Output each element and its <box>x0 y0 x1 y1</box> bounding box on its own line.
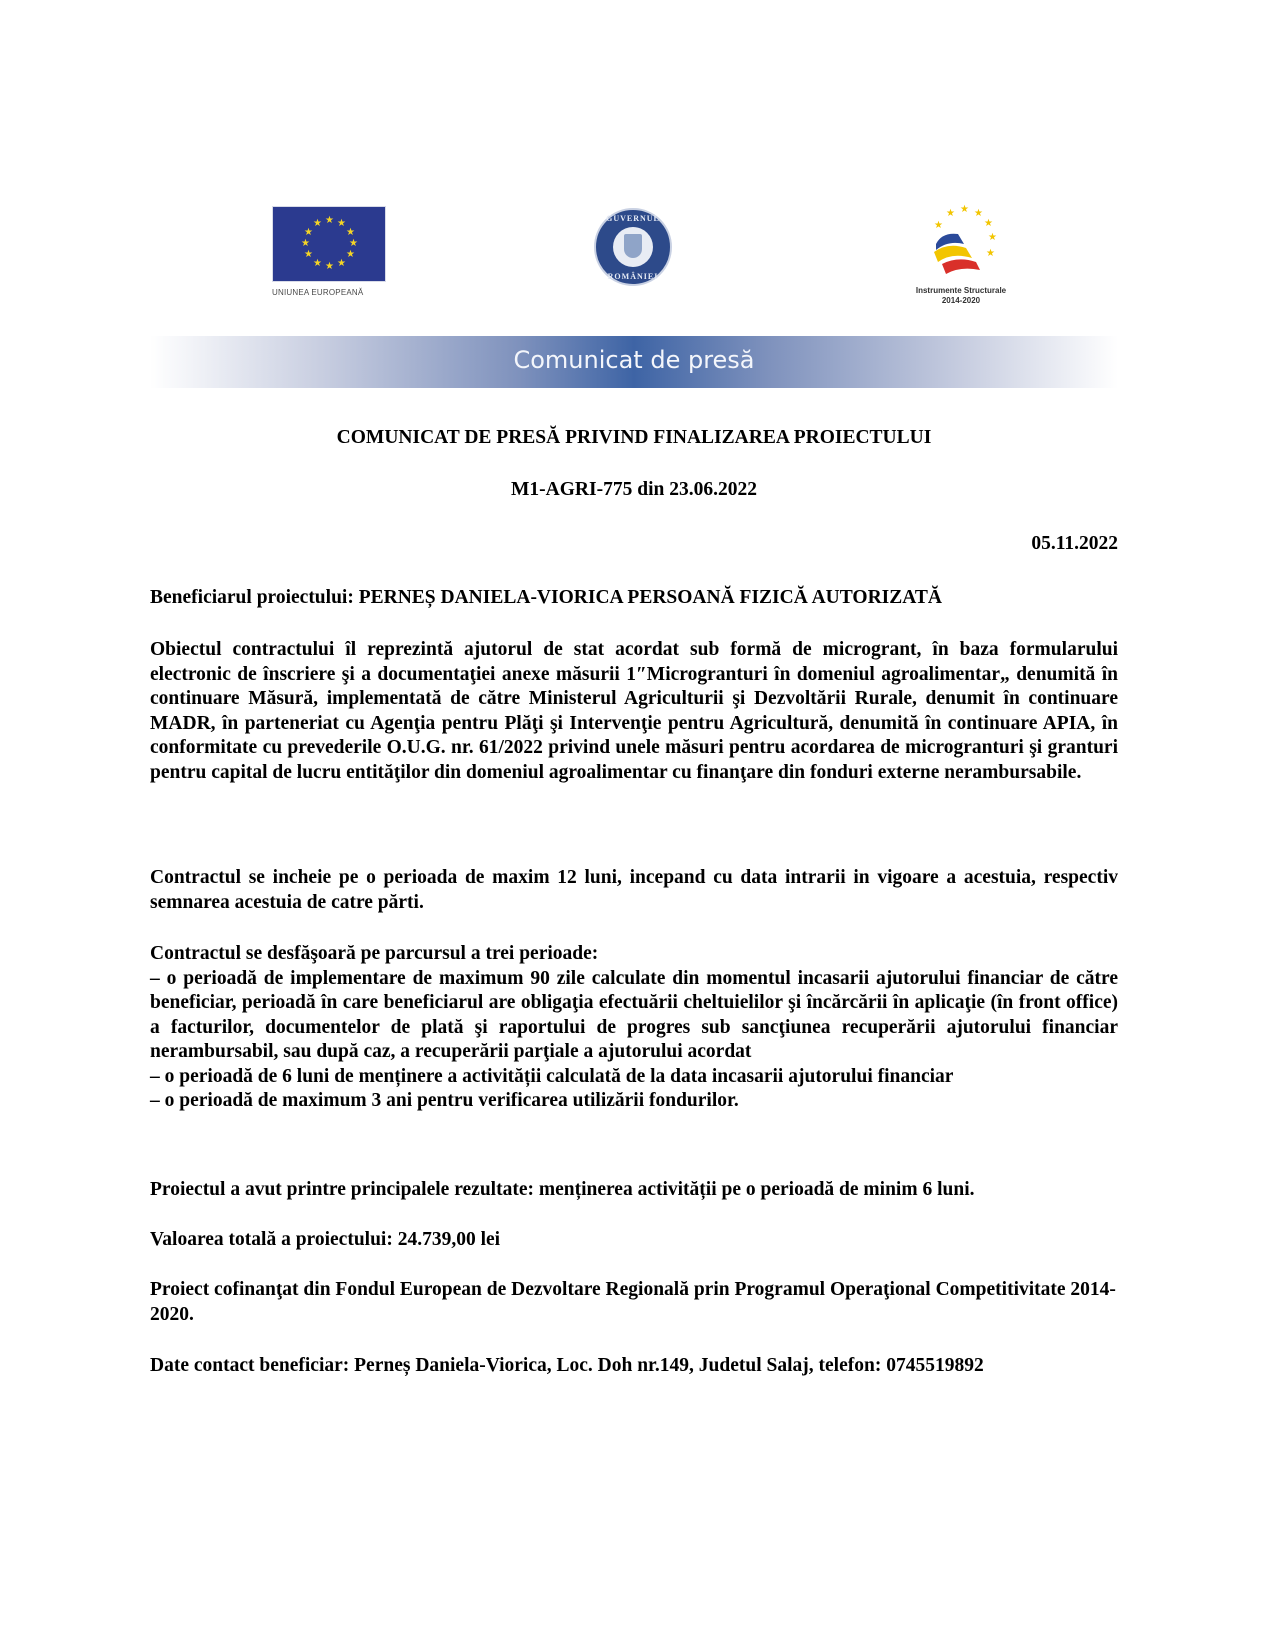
svg-text:★: ★ <box>934 220 943 231</box>
banner-title: Comunicat de presă <box>513 346 755 374</box>
is-caption-line1: Instrumente Structurale <box>915 286 1007 295</box>
duration-paragraph: Contractul se incheie pe o perioada de maxim 12 luni, incepand cu data intrarii in vigoare a acestuia, respectiv semnarea acestuia de catre părti. <box>150 867 1118 913</box>
is-caption-line2: 2014-2020 <box>941 296 981 305</box>
svg-text:★: ★ <box>946 208 955 219</box>
gov-seal-top-text: GUVERNUL <box>606 214 660 223</box>
period-item: – o perioadă de implementare de maximum 90 zile calculate din momentul incasarii ajutorului financiar de către beneficiar, perioadă în care beneficiarul are obligaţia efectuării cheltuielilor şi încărcării în aplicaţie (în front office) a facturilor, documentelor de plată şi raportului de progres sub sancţiunea recuperării ajutorului financiar nerambursabil, sau după caz, a recuperării parţiale a ajutorului acordat <box>150 967 1118 1062</box>
document-title-line1: COMUNICAT DE PRESĂ PRIVIND FINALIZAREA PROIECTULUI <box>336 427 932 448</box>
logo-row <box>0 200 1275 310</box>
total-value-line: Valoarea totală a proiectului: 24.739,00 lei <box>150 1229 501 1250</box>
structural-instruments-logo-icon <box>924 204 1000 280</box>
eu-caption: UNIUNEA EUROPEANĂ <box>272 288 364 297</box>
svg-text:★: ★ <box>974 208 983 219</box>
objective-paragraph: Obiectul contractului îl reprezintă ajutorul de stat acordat sub formă de microgrant, în baza formularului electronic de înscriere şi a documentaţiei anexe măsurii 1″Microgranturi în domeniul agroalimentar„ denumită în continuare Măsură, implementată de către Ministerul Agriculturii şi Dezvoltării Rurale, denumit în continuare MADR, în parteneriat cu Agenţia pentru Plăţi şi Intervenţie pentru Agricultură, denumită în continuare APIA, în conformitate cu prevederile O.U.G. nr. 61/2022 privind unele măsuri pentru acordarea de microgranturi şi granturi pentru capital de lucru entităţilor din domeniul agroalimentar cu finanţare din fonduri externe nerambursabile. <box>150 639 1118 783</box>
eagle-shield-icon <box>624 234 642 258</box>
structural-instruments-caption <box>896 286 1026 306</box>
periods-intro: Contractul se desfăşoară pe parcursul a trei perioade: <box>150 943 599 964</box>
svg-text:★: ★ <box>960 204 969 215</box>
results-line: Proiectul a avut printre principalele rezultate: menținerea activității pe o perioadă de minim 6 luni. <box>150 1179 975 1200</box>
period-item: – o perioadă de 6 luni de menținere a activității calculată de la data incasarii ajutorului financiar <box>150 1065 954 1087</box>
periods-section <box>150 942 1118 1114</box>
structural-instruments-logo <box>896 200 1026 310</box>
contact-line: Date contact beneficiar: Perneș Daniela-Viorica, Loc. Doh nr.149, Judetul Salaj, telefon: 0745519892 <box>150 1355 984 1376</box>
government-logo <box>594 208 674 288</box>
eu-logo <box>272 206 386 302</box>
beneficiary-line: Beneficiarul proiectului: PERNEȘ DANIELA-VIORICA PERSOANĂ FIZICĂ AUTORIZATĂ <box>150 587 942 608</box>
romanian-government-seal-icon <box>594 208 672 286</box>
gov-seal-bottom-text: ROMÂNIEI <box>607 272 659 281</box>
svg-text:★: ★ <box>986 248 995 259</box>
cofinancing-line: Proiect cofinanţat din Fondul European de Dezvoltare Regională prin Programul Operaţional Competitivitate 2014-2020. <box>150 1279 1116 1325</box>
eu-flag-icon: ★ ★ ★ ★ ★ ★ ★ ★ ★ ★ ★ ★ <box>272 206 386 282</box>
document-title-line2: M1-AGRI-775 din 23.06.2022 <box>511 479 757 500</box>
svg-text:★: ★ <box>984 218 993 229</box>
svg-text:★: ★ <box>988 232 997 243</box>
period-item: – o perioadă de maximum 3 ani pentru verificarea utilizării fondurilor. <box>150 1090 739 1111</box>
document-date: 05.11.2022 <box>1031 533 1118 554</box>
press-release-banner <box>150 336 1118 388</box>
